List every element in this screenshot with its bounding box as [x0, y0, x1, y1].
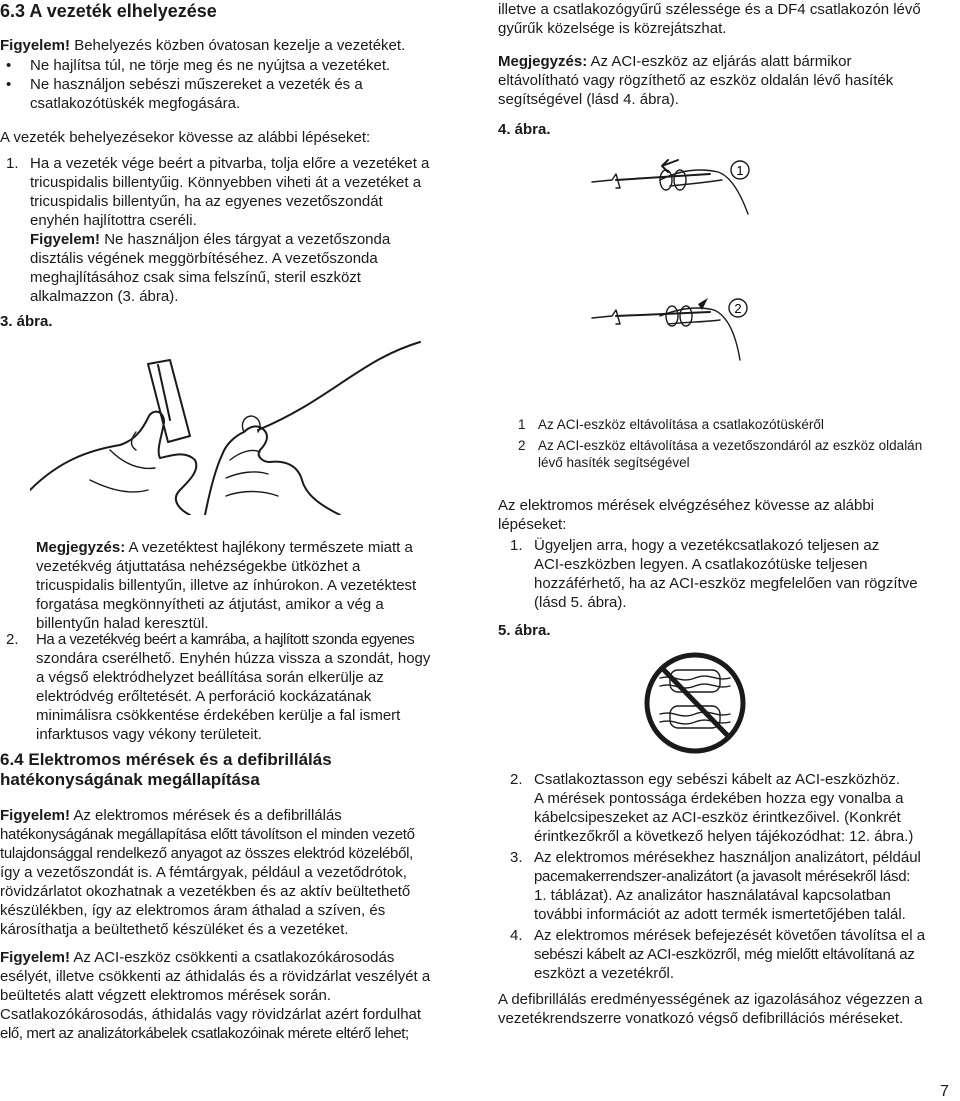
bullet-icon: •: [6, 57, 12, 74]
text-line: gyűrűk közelsége is közrejátszhat.: [498, 20, 727, 37]
warning-text: Az elektromos mérések és a defibrillálás: [70, 807, 342, 824]
final-paragraph: [498, 990, 960, 1028]
step-number: 4.: [510, 927, 523, 944]
measurement-step: [498, 926, 960, 983]
warning-text: így a vezetőszondát is. A fémtárgyak, például a vezetődrótok,: [0, 864, 407, 881]
step-line: minimálisra csökkentése érdekében kerülje a fal ismert: [36, 707, 401, 724]
text-line: Az elektromos mérések elvégzéséhez kövesse az alábbi: [498, 497, 875, 514]
warning-label: Figyelem!: [0, 949, 71, 966]
step-2: [0, 630, 470, 744]
warning-text: disztális végének meggörbítéséhez. A vezetőszonda: [30, 250, 378, 267]
continuation-text: [498, 0, 960, 38]
section-title-line: hatékonyságának megállapítása: [0, 770, 260, 789]
step-number: 2.: [6, 631, 19, 648]
warning-label: Figyelem!: [30, 231, 101, 248]
note-text: Az ACI-eszköz az eljárás alatt bármikor: [587, 53, 852, 70]
step-line: érintkezőkről a következő helyen tájékozódhat: 12. ábra.): [534, 828, 914, 845]
measurement-steps: [498, 770, 960, 983]
warning-text: Csatlakozókárosodás, áthidalás vagy rövidzárlat azért fordulhat: [0, 1006, 422, 1023]
text-line: lépéseket:: [498, 516, 567, 533]
note-text: billentyűn halad keresztül.: [36, 615, 209, 632]
bullet-text-cont: [0, 94, 460, 113]
note-text: forgatása megkönnyítheti az átjutást, amikor a vég a: [36, 596, 384, 613]
note-text: eltávolítható vagy rögzíthető az eszköz oldalán lévő hasíték: [498, 72, 894, 89]
step-line: a végső elektródhelyzet beállítása során elkerülje az: [36, 669, 384, 686]
step-line: Az elektromos mérések befejezését követően távolítsa el a: [534, 927, 926, 944]
legend-text: Az ACI-eszköz eltávolítása a csatlakozótüskéről: [538, 417, 824, 432]
figure-3-label: 3. ábra.: [0, 313, 53, 330]
step-line: további információt az adott termék ismertetőjében talál.: [534, 906, 906, 923]
note-text: tricuspidalis billentyűn, illetve az ínhúrokon. A vezetéktest: [36, 577, 417, 594]
note-text: A vezetéktest hajlékony természete miatt a: [125, 539, 413, 556]
bullet-icon: •: [6, 76, 12, 93]
note-text: vezetékvég átjuttatása nehézségekbe ütközhet a: [36, 558, 361, 575]
callout-2: 2: [734, 301, 742, 316]
note-line: [498, 52, 960, 71]
warning-text: Az ACI-eszköz csökkenti a csatlakozókárosodás: [70, 949, 395, 966]
measurement-step: [498, 848, 960, 924]
step-line: hozzáférhető, ha az ACI-eszköz megfelelően van rögzítve: [534, 575, 918, 592]
step-number: 1.: [510, 537, 523, 554]
step-line: elektródvég erőltetését. A perforáció kockázatának: [36, 688, 372, 705]
section-title-line: 6.4 Elektromos mérések és a defibrillálás: [0, 750, 332, 769]
step-number: 2.: [510, 771, 523, 788]
step-line: (lásd 5. ábra).: [534, 594, 627, 611]
bullet-text: Ne hajlítsa túl, ne törje meg és ne nyújtsa a vezetéket.: [30, 57, 391, 74]
bullet-item: [0, 56, 460, 75]
step-line: eszközt a vezetékről.: [534, 965, 675, 982]
callout-1: 1: [736, 163, 744, 178]
step-line: kábelcsipeszeket az ACI-eszköz érintkezőivel. (Konkrét: [534, 809, 901, 826]
warning-text: elő, mert az analizátorkábelek csatlakozóinak mérete eltérő lehet;: [0, 1025, 409, 1042]
legend-item: [518, 416, 958, 433]
warning-label: Figyelem!: [0, 37, 71, 54]
section-title-6-4: [0, 750, 332, 790]
bullet-text: Ne használjon sebészi műszereket a vezeték és a: [30, 76, 363, 93]
warning-text: károsíthatja a beültethető készüléket és a vezetéket.: [0, 921, 349, 938]
warning-text: alkalmazzon (3. ábra).: [30, 288, 179, 305]
figure-5-illustration: [630, 648, 760, 758]
warning-1: [0, 36, 405, 55]
warning-line: [0, 948, 470, 967]
step-line: Ügyeljen arra, hogy a vezetékcsatlakozó teljesen az: [534, 537, 880, 554]
step-1: [0, 154, 470, 306]
step-line: tricuspidalis billentyűig. Könnyebben viheti át a vezetéket a: [30, 174, 422, 191]
figure-4-illustration: [590, 140, 820, 370]
step-line: Ha a vezeték vége beért a pitvarba, tolja előre a vezetéket a: [30, 155, 430, 172]
step-line: A mérések pontossága érdekében hozza egy vonalba a: [534, 790, 904, 807]
steps-intro: A vezeték behelyezésekor kövesse az alábbi lépéseket:: [0, 129, 371, 146]
warning-text: beültetés alatt végzett elektromos mérések során.: [0, 987, 331, 1004]
legend-item: [518, 437, 958, 471]
note-2: [498, 52, 960, 109]
measurement-step: [498, 770, 960, 846]
text-line: A defibrillálás eredményességének az igazolásához végezzen a: [498, 991, 923, 1008]
measurement-intro: [498, 496, 960, 534]
note-line: [36, 538, 470, 557]
bullet-text: csatlakozótüskék megfogására.: [30, 95, 241, 112]
warning-label: Figyelem!: [0, 807, 71, 824]
step-warning: [30, 230, 470, 249]
step-line: sebészi kábelt az ACI-eszközről, még mielőtt eltávolítaná az: [534, 946, 915, 963]
step-line: pacemakerrendszer-analizátort (a javasolt mérésekről lásd:: [534, 868, 911, 885]
note-label: Megjegyzés:: [498, 53, 588, 70]
step-line: enyhén hajlítottra cseréli.: [30, 212, 197, 229]
text-line: vezetékrendszerre vonatkozó végső defibrillációs méréseket.: [498, 1010, 904, 1027]
warning-text: tulajdonsággal rendelkező anyagot az összes elektród közeléből,: [0, 845, 414, 862]
figure-5-label: 5. ábra.: [498, 622, 551, 639]
legend-number: 2: [518, 438, 526, 453]
text-line: illetve a csatlakozógyűrű szélessége és a DF4 csatlakozón lévő: [498, 1, 921, 18]
step-line: infarktusos vagy vékony területeit.: [36, 726, 262, 743]
legend-text: Az ACI-eszköz eltávolítása a vezetőszondáról az eszköz oldalán: [538, 438, 923, 453]
step-line: tricuspidalis billentyűn, ha az egyenes vezetőszondát: [30, 193, 383, 210]
figure-4-label: 4. ábra.: [498, 121, 551, 138]
step-line: szondára cserélhető. Enyhén húzza vissza a szondát, hogy: [36, 650, 431, 667]
warning-text: készülékben, így az elektromos áram áthalad a szíven, és: [0, 902, 386, 919]
legend-number: 1: [518, 417, 526, 432]
warning-text: meghajlításához csak sima felszínű, steril eszközt: [30, 269, 361, 286]
step-number: 1.: [6, 155, 19, 172]
step-line: Az elektromos mérésekhez használjon analizátort, például: [534, 849, 921, 866]
note-1: [0, 538, 470, 633]
warning-text: Behelyezés közben óvatosan kezelje a vezetéket.: [70, 37, 406, 54]
figure-3-illustration: [30, 340, 450, 515]
step-line: Csatlakoztasson egy sebészi kábelt az ACI-eszközhöz.: [534, 771, 901, 788]
measurement-step-1: [498, 536, 960, 612]
figure-4-legend: [518, 416, 958, 471]
legend-text: lévő hasíték segítségével: [538, 455, 690, 470]
warning-2: [0, 806, 470, 939]
section-title-6-3: 6.3 A vezeték elhelyezése: [0, 1, 217, 21]
note-label: Megjegyzés:: [36, 539, 126, 556]
warning-text: hatékonyságának megállapítása előtt távolítson el minden vezető: [0, 826, 415, 843]
note-text: segítségével (lásd 4. ábra).: [498, 91, 679, 108]
step-line: ACI-eszközben legyen. A csatlakozótüske teljesen: [534, 556, 868, 573]
warning-text: Ne használjon éles tárgyat a vezetőszonda: [100, 231, 391, 248]
step-line: 1. táblázat). Az analizátor használatával kapcsolatban: [534, 887, 891, 904]
bullet-item: [0, 75, 460, 94]
page-number: 7: [940, 1083, 949, 1100]
warning-text: rövidzárlatot okozhatnak a vezetékben és az aktív beültethető: [0, 883, 411, 900]
warning-text: esélyét, illetve csökkenti az áthidalás és a rövidzárlat veszélyét a: [0, 968, 431, 985]
step-number: 3.: [510, 849, 523, 866]
warning-bullets: [0, 56, 460, 113]
warning-line: [0, 806, 470, 825]
step-line: Ha a vezetékvég beért a kamrába, a hajlított szonda egyenes: [36, 631, 415, 648]
warning-3: [0, 948, 470, 1043]
